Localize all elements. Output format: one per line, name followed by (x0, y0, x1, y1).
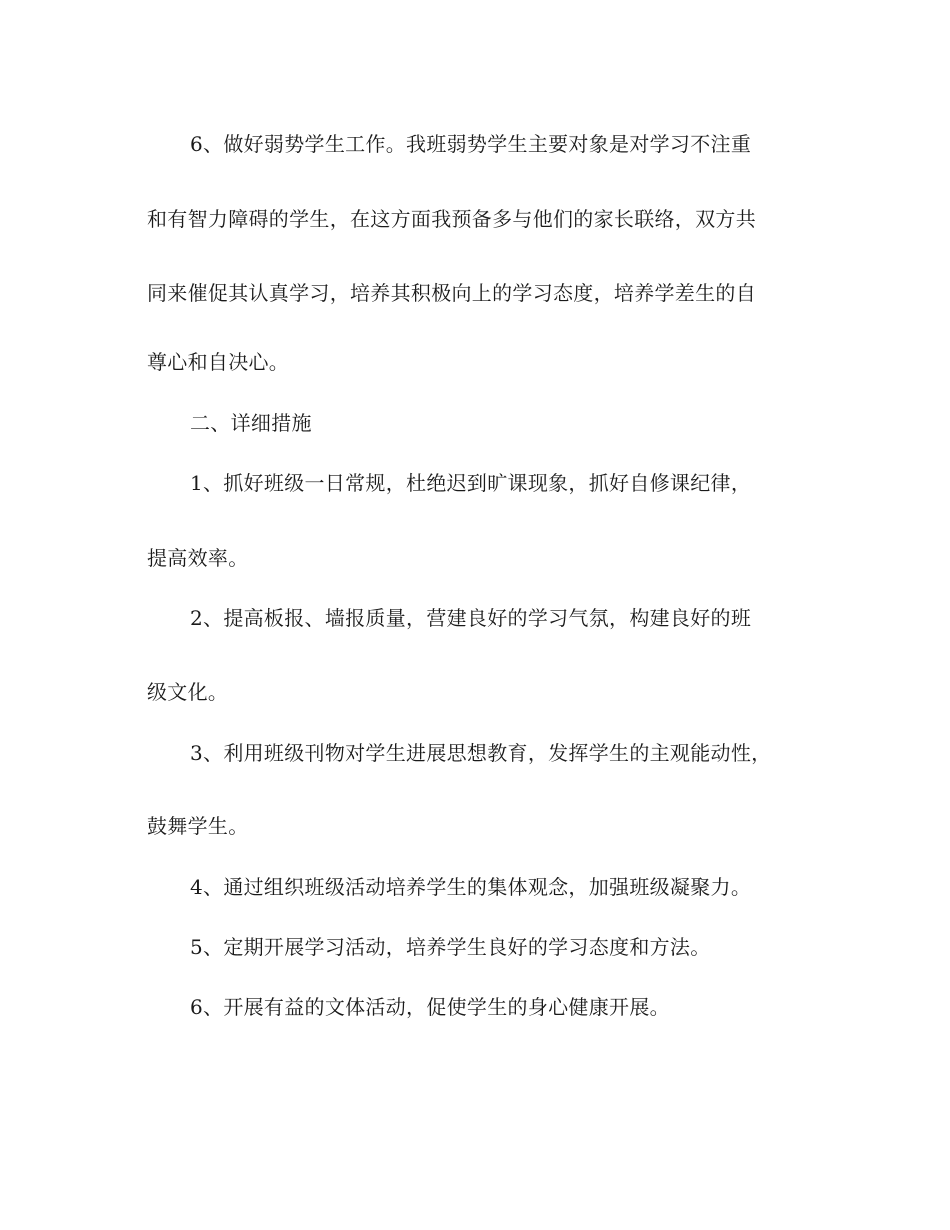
list-item-line: 1、抓好班级一日常规，杜绝迟到旷课现象，抓好自修课纪律， (190, 471, 752, 495)
paragraph-line: 6、做好弱势学生工作。我班弱势学生主要对象是对学习不注重 (190, 132, 752, 156)
list-item-line: 3、利用班级刊物对学生进展思想教育，发挥学生的主观能动性， (190, 741, 772, 765)
list-item: 5、定期开展学习活动，培养学生良好的学习态度和方法。 (190, 935, 711, 959)
list-item-line: 提高效率。 (147, 546, 249, 570)
section-heading: 二、详细措施 (190, 411, 312, 435)
list-item-line: 2、提高板报、墙报质量，营建良好的学习气氛，构建良好的班 (190, 606, 752, 630)
paragraph-line: 尊心和自决心。 (147, 350, 290, 374)
list-item-line: 级文化。 (147, 680, 229, 704)
paragraph-line: 和有智力障碍的学生，在这方面我预备多与他们的家长联络，双方共 (147, 207, 756, 231)
list-item: 4、通过组织班级活动培养学生的集体观念，加强班级凝聚力。 (190, 875, 752, 899)
list-item: 6、开展有益的文体活动，促使学生的身心健康开展。 (190, 995, 670, 1019)
list-item-line: 鼓舞学生。 (147, 814, 249, 838)
paragraph-line: 同来催促其认真学习，培养其积极向上的学习态度，培养学差生的自 (147, 281, 756, 305)
